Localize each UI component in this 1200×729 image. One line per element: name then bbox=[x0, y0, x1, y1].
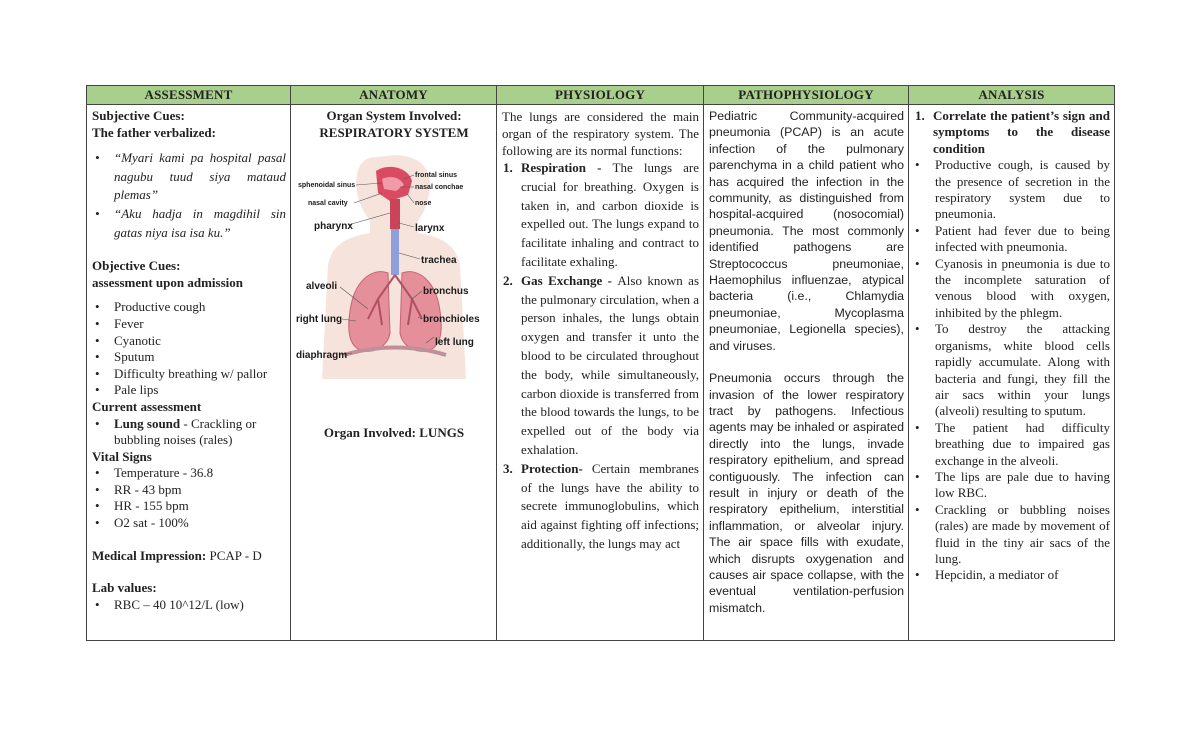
physiology-cell bbox=[497, 105, 704, 641]
lung-sound-text: - Crackling or bubbling noises (rales) bbox=[114, 415, 257, 448]
heading-text: Correlate the patient’s sign and symptoms to the disease condition bbox=[933, 108, 1110, 156]
label-frontal-sinus: frontal sinus bbox=[415, 172, 458, 180]
item-text: The lungs are crucial for breathing. Oxygen is taken in, and carbon dioxide is expelled out. The lungs expand to facilitate inhaling and contract to facilitate exhaling. bbox=[521, 160, 699, 269]
admission-subtitle: assessment upon admission bbox=[92, 274, 243, 290]
content-row bbox=[87, 105, 1115, 641]
subjective-title: Subjective Cues: bbox=[92, 108, 185, 123]
label-diaphragm: diaphragm bbox=[296, 350, 348, 362]
organ-involved-label: Organ Involved: LUNGS bbox=[323, 425, 465, 441]
pathophysiology-paragraph-1: Pediatric Community-acquired pneumonia (PCAP) is an acute infection of the pulmonary parenchyma in a child patient who has acquired the infection in the community, as distinguished from hospital-acquired (nosocomial) pneumonia. The most commonly identified pathogens are Streptococcus pneumoniae, Haemophilus influenzae, atypical bacteria (i.e., Chlamydia pneumoniae, Mycoplasma pneumoniae, Legionella species), and viruses. bbox=[709, 109, 904, 353]
analysis-item: • Patient had fever due to being infected with pneumonia. bbox=[914, 223, 1110, 256]
objective-item: • Pale lips bbox=[92, 382, 286, 399]
impression-label: Medical Impression: bbox=[92, 547, 207, 563]
quote-item: • “Myari kami pa hospital pasal nagubu tuud siya mataud plemas” bbox=[92, 149, 286, 205]
impression-value: PCAP - D bbox=[206, 547, 262, 563]
anatomy-cell bbox=[291, 105, 497, 641]
analysis-heading bbox=[914, 108, 1110, 157]
physiology-functions bbox=[502, 159, 699, 554]
objective-item: • Sputum bbox=[92, 349, 286, 366]
lab-values-title: Lab values: bbox=[92, 580, 157, 596]
lung-sound-label: Lung sound bbox=[114, 415, 181, 431]
label-bronchus: bronchus bbox=[423, 286, 469, 298]
vital-item: • O2 sat - 100% bbox=[92, 515, 286, 532]
care-plan-sheet bbox=[86, 85, 1114, 641]
lung-sound-item bbox=[92, 416, 286, 449]
objective-item: • Productive cough bbox=[92, 299, 286, 316]
objective-item: • Fever bbox=[92, 316, 286, 333]
objective-item: • Difficulty breathing w/ pallor bbox=[92, 366, 286, 383]
analysis-list bbox=[914, 157, 1110, 584]
father-verbalized: The father verbalized: bbox=[92, 124, 216, 140]
physiology-item bbox=[502, 272, 699, 460]
trachea-shape bbox=[391, 229, 399, 275]
label-left-lung: left lung bbox=[435, 337, 474, 349]
label-sphenoidal-sinus: sphenoidal sinus bbox=[298, 182, 356, 190]
physiology-item bbox=[502, 460, 699, 554]
objective-list bbox=[92, 299, 286, 399]
item-number: 2. bbox=[503, 272, 513, 288]
analysis-item: • Hepcidin, a mediator of bbox=[914, 567, 1110, 583]
item-title: Gas Exchange - bbox=[521, 272, 618, 288]
physiology-item bbox=[502, 159, 699, 272]
header-analysis: ANALYSIS bbox=[909, 86, 1115, 105]
header-assessment: ASSESSMENT bbox=[87, 86, 291, 105]
label-nose: nose bbox=[415, 200, 432, 208]
label-trachea: trachea bbox=[421, 255, 457, 267]
analysis-item: • Crackling or bubbling noises (rales) are made by movement of fluid in the tiny air sacs of the lung. bbox=[914, 502, 1110, 568]
current-assessment-title: Current assessment bbox=[92, 398, 202, 414]
analysis-item: • The patient had difficulty breathing due to impaired gas exchange in the alveoli. bbox=[914, 420, 1110, 469]
respiratory-system-diagram bbox=[296, 149, 492, 379]
header-pathophysiology: PATHOPHYSIOLOGY bbox=[704, 86, 909, 105]
vital-item: • HR - 155 bpm bbox=[92, 498, 286, 515]
vital-signs-title: Vital Signs bbox=[92, 448, 152, 464]
objective-title: Objective Cues: bbox=[92, 258, 181, 274]
objective-item: • Cyanotic bbox=[92, 333, 286, 350]
header-anatomy: ANATOMY bbox=[291, 86, 497, 105]
lab-item: • RBC – 40 10^12/L (low) bbox=[92, 597, 286, 614]
heading-number: 1. bbox=[915, 108, 925, 123]
item-title: Respiration - bbox=[521, 160, 613, 175]
subjective-quotes bbox=[92, 149, 286, 242]
label-alveoli: alveoli bbox=[306, 281, 338, 293]
label-nasal-conchae: nasal conchae bbox=[415, 184, 464, 192]
vital-signs-list bbox=[92, 465, 286, 531]
analysis-item: • Productive cough, is caused by the presence of secretion in the respiratory system due to pneumonia. bbox=[914, 157, 1110, 223]
analysis-item: • The lips are pale due to having low RBC. bbox=[914, 469, 1110, 502]
label-larynx: larynx bbox=[415, 223, 445, 235]
label-nasal-cavity: nasal cavity bbox=[308, 200, 348, 208]
current-list bbox=[92, 416, 286, 449]
analysis-heading-list bbox=[914, 108, 1110, 157]
label-bronchioles: bronchioles bbox=[423, 314, 480, 326]
pathophysiology-paragraph-2: Pneumonia occurs through the invasion of the lower respiratory tract by pathogens. Infectious agents may be inhaled or aspirated directly into the lungs, invade respiratory epithelium, and spread contiguously. The infection can result in injury or death of the respiratory epithelium, interstitial inflammation, or alveolar injury. The air space fills with exudate, which disrupts oxygenation and causes air space collapse, with the eventual ventilation-perfusion mismatch. bbox=[709, 371, 904, 615]
medical-impression bbox=[92, 548, 286, 565]
header-row bbox=[87, 86, 1115, 105]
pathophysiology-cell bbox=[704, 105, 909, 641]
item-text: Also known as the pulmonary circulation, when a person inhales, the lungs obtain oxygen and transfer it unto the blood to be circulated throughout the body, while simultaneously, carbon dioxide is transferred from the blood towards the lungs, to be expelled out of the body via exhalation. bbox=[521, 272, 700, 457]
item-number: 1. bbox=[503, 160, 513, 175]
label-right-lung: right lung bbox=[296, 314, 343, 326]
pharynx-shape bbox=[390, 199, 400, 229]
vital-item: • RR - 43 bpm bbox=[92, 482, 286, 499]
header-physiology: PHYSIOLOGY bbox=[497, 86, 704, 105]
analysis-item: • To destroy the attacking organisms, white blood cells rapidly accumulate. Along with bacteria and fungi, they fill the air sacs within your lungs (alveoli) resulting to sputum. bbox=[914, 321, 1110, 419]
item-text: Certain membranes of the lungs have the ability to secrete immunoglobulins, which aid against fighting off infections; additionally, the lungs may act bbox=[521, 460, 699, 551]
assessment-cell bbox=[87, 105, 291, 641]
organ-system-value: RESPIRATORY SYSTEM bbox=[319, 124, 469, 140]
quote-item: • “Aku hadja in magdihil sin gatas niya isa isa ku.” bbox=[92, 205, 286, 242]
physiology-intro: The lungs are considered the main organ of the respiratory system. The following are its normal functions: bbox=[502, 109, 699, 158]
lab-values-list bbox=[92, 597, 286, 614]
item-title: Protection- bbox=[521, 460, 592, 476]
care-plan-table bbox=[86, 85, 1115, 641]
analysis-item: • Cyanosis in pneumonia is due to the incomplete saturation of venous blood with oxygen, inhibited by the phlegm. bbox=[914, 256, 1110, 322]
organ-system-label: Organ System Involved: bbox=[326, 108, 462, 123]
label-pharynx: pharynx bbox=[314, 221, 353, 233]
item-number: 3. bbox=[503, 460, 513, 476]
analysis-cell bbox=[909, 105, 1115, 641]
vital-item: • Temperature - 36.8 bbox=[92, 465, 286, 482]
